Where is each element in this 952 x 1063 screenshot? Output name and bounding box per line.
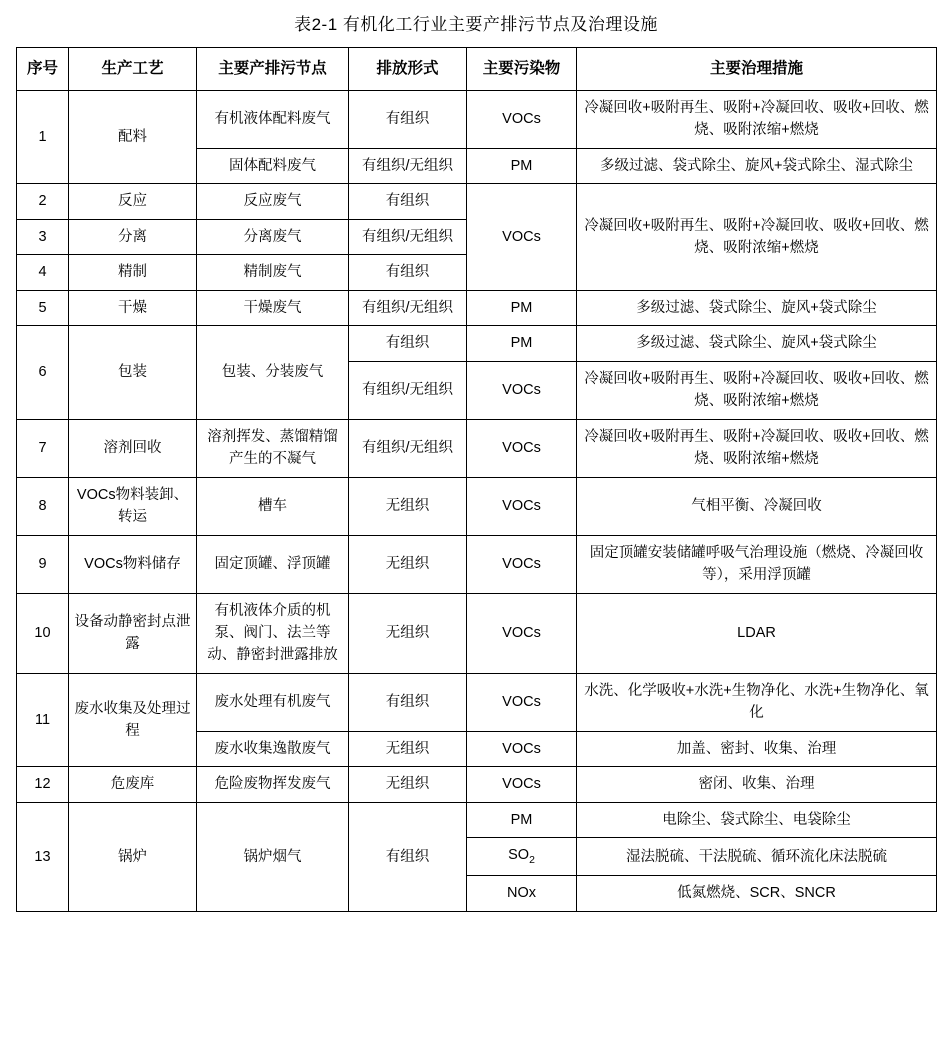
- cell-process: 分离: [69, 219, 197, 254]
- pollution-node-table: [16, 47, 937, 912]
- cell-pollutant: NOx: [467, 876, 577, 911]
- table-row: [17, 419, 937, 477]
- cell-pollutant: $SO_2$: [467, 838, 577, 876]
- column-header-no: 序号: [17, 48, 69, 91]
- cell-pollutant: VOCs: [467, 184, 577, 290]
- cell-node: 分离废气: [197, 219, 349, 254]
- cell-node: 危险废物挥发废气: [197, 767, 349, 802]
- table-header-row: [17, 48, 937, 91]
- cell-node: 固定顶罐、浮顶罐: [197, 535, 349, 593]
- cell-form: 无组织: [349, 535, 467, 593]
- cell-measure: 冷凝回收+吸附再生、吸附+冷凝回收、吸收+回收、燃烧、吸附浓缩+燃烧: [577, 419, 937, 477]
- cell-pollutant: PM: [467, 802, 577, 837]
- table-row: [17, 767, 937, 802]
- cell-node: 反应废气: [197, 184, 349, 219]
- table-row: [17, 91, 937, 149]
- cell-process: 溶剂回收: [69, 419, 197, 477]
- cell-no: 11: [17, 673, 69, 766]
- cell-node: 锅炉烟气: [197, 802, 349, 911]
- cell-node: 有机液体配料废气: [197, 91, 349, 149]
- cell-measure: 多级过滤、袋式除尘、旋风+袋式除尘: [577, 326, 937, 361]
- cell-form: 无组织: [349, 767, 467, 802]
- table-row: [17, 184, 937, 219]
- table-row: [17, 535, 937, 593]
- cell-measure: 密闭、收集、治理: [577, 767, 937, 802]
- cell-form: 有组织/无组织: [349, 219, 467, 254]
- table-row: [17, 326, 937, 361]
- column-header-form: 排放形式: [349, 48, 467, 91]
- cell-node: 废水处理有机废气: [197, 673, 349, 731]
- cell-no: 4: [17, 255, 69, 290]
- table-row: [17, 673, 937, 731]
- cell-form: 有组织: [349, 255, 467, 290]
- cell-process: 包装: [69, 326, 197, 419]
- column-header-node: 主要产排污节点: [197, 48, 349, 91]
- table-row: [17, 802, 937, 837]
- cell-measure: 冷凝回收+吸附再生、吸附+冷凝回收、吸收+回收、燃烧、吸附浓缩+燃烧: [577, 361, 937, 419]
- cell-node: 精制废气: [197, 255, 349, 290]
- cell-pollutant: VOCs: [467, 419, 577, 477]
- cell-process: 设备动静密封点泄露: [69, 593, 197, 673]
- table-row: [17, 477, 937, 535]
- cell-process: 精制: [69, 255, 197, 290]
- cell-process: 干燥: [69, 290, 197, 325]
- cell-measure: 加盖、密封、收集、治理: [577, 731, 937, 766]
- cell-measure: 气相平衡、冷凝回收: [577, 477, 937, 535]
- cell-form: 无组织: [349, 477, 467, 535]
- cell-measure: 湿法脱硫、干法脱硫、循环流化床法脱硫: [577, 838, 937, 876]
- cell-form: 有组织/无组织: [349, 419, 467, 477]
- cell-measure: 固定顶罐安装储罐呼吸气治理设施（燃烧、冷凝回收等），采用浮顶罐: [577, 535, 937, 593]
- cell-process: VOCs物料装卸、转运: [69, 477, 197, 535]
- cell-node: 有机液体介质的机泵、阀门、法兰等动、静密封泄露排放: [197, 593, 349, 673]
- cell-pollutant: VOCs: [467, 593, 577, 673]
- column-header-measure: 主要治理措施: [577, 48, 937, 91]
- cell-process: 锅炉: [69, 802, 197, 911]
- cell-no: 2: [17, 184, 69, 219]
- cell-form: 无组织: [349, 593, 467, 673]
- cell-form: 无组织: [349, 731, 467, 766]
- cell-no: 8: [17, 477, 69, 535]
- cell-form: 有组织/无组织: [349, 361, 467, 419]
- column-header-pollutant: 主要污染物: [467, 48, 577, 91]
- cell-form: 有组织: [349, 326, 467, 361]
- cell-no: 5: [17, 290, 69, 325]
- cell-pollutant: VOCs: [467, 361, 577, 419]
- cell-no: 7: [17, 419, 69, 477]
- cell-form: 有组织/无组织: [349, 290, 467, 325]
- cell-process: 反应: [69, 184, 197, 219]
- cell-no: 10: [17, 593, 69, 673]
- cell-measure: 水洗、化学吸收+水洗+生物净化、水洗+生物净化、氧化: [577, 673, 937, 731]
- cell-process: VOCs物料储存: [69, 535, 197, 593]
- cell-no: 9: [17, 535, 69, 593]
- cell-pollutant: VOCs: [467, 91, 577, 149]
- table-row: [17, 290, 937, 325]
- cell-measure: 冷凝回收+吸附再生、吸附+冷凝回收、吸收+回收、燃烧、吸附浓缩+燃烧: [577, 91, 937, 149]
- cell-no: 12: [17, 767, 69, 802]
- cell-measure: 电除尘、袋式除尘、电袋除尘: [577, 802, 937, 837]
- cell-no: 6: [17, 326, 69, 419]
- cell-form: 有组织: [349, 91, 467, 149]
- cell-measure: 多级过滤、袋式除尘、旋风+袋式除尘: [577, 290, 937, 325]
- cell-pollutant: VOCs: [467, 535, 577, 593]
- cell-node: 干燥废气: [197, 290, 349, 325]
- cell-node: 废水收集逸散废气: [197, 731, 349, 766]
- table-row: [17, 593, 937, 673]
- cell-process: 危废库: [69, 767, 197, 802]
- cell-form: 有组织: [349, 802, 467, 911]
- page-title: 表2-1 有机化工行业主要产排污节点及治理设施: [294, 15, 658, 34]
- cell-no: 13: [17, 802, 69, 911]
- cell-node: 槽车: [197, 477, 349, 535]
- cell-process: 废水收集及处理过程: [69, 673, 197, 766]
- cell-pollutant: VOCs: [467, 731, 577, 766]
- cell-node: 包装、分装废气: [197, 326, 349, 419]
- cell-pollutant: PM: [467, 290, 577, 325]
- cell-measure: 多级过滤、袋式除尘、旋风+袋式除尘、湿式除尘: [577, 148, 937, 183]
- column-header-process: 生产工艺: [69, 48, 197, 91]
- cell-no: 3: [17, 219, 69, 254]
- cell-pollutant: PM: [467, 326, 577, 361]
- cell-pollutant: VOCs: [467, 673, 577, 731]
- cell-pollutant: VOCs: [467, 477, 577, 535]
- cell-process: 配料: [69, 91, 197, 184]
- cell-pollutant: PM: [467, 148, 577, 183]
- table-body: [17, 91, 937, 912]
- cell-measure: 冷凝回收+吸附再生、吸附+冷凝回收、吸收+回收、燃烧、吸附浓缩+燃烧: [577, 184, 937, 290]
- cell-node: 固体配料废气: [197, 148, 349, 183]
- cell-form: 有组织/无组织: [349, 148, 467, 183]
- cell-form: 有组织: [349, 673, 467, 731]
- cell-pollutant: VOCs: [467, 767, 577, 802]
- cell-measure: 低氮燃烧、SCR、SNCR: [577, 876, 937, 911]
- cell-measure: LDAR: [577, 593, 937, 673]
- cell-no: 1: [17, 91, 69, 184]
- cell-node: 溶剂挥发、蒸馏精馏产生的不凝气: [197, 419, 349, 477]
- table-header: [17, 48, 937, 91]
- cell-form: 有组织: [349, 184, 467, 219]
